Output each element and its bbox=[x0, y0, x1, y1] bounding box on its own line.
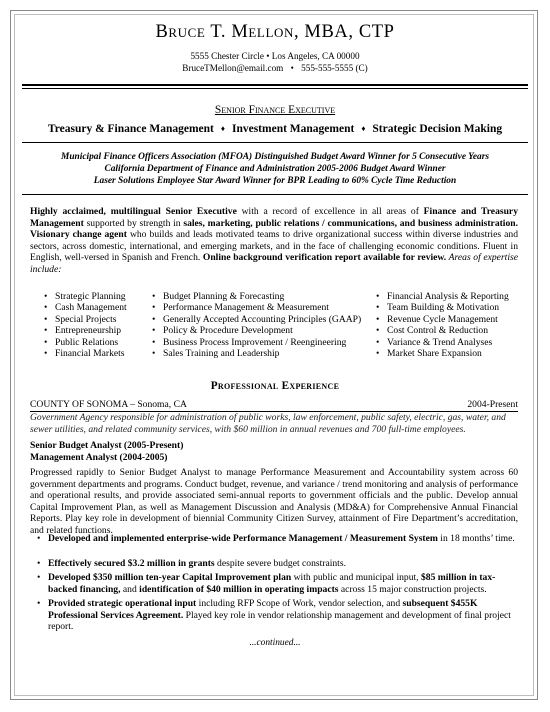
list-item: • Policy & Procedure Development bbox=[163, 325, 378, 336]
employer-description: Government Agency responsible for administration of public works, law enforcement, public safety, electric, gas, water, and sewer utilities, and related community services, with $60 million in annual revenues and 700 full-time employees. bbox=[30, 412, 506, 435]
achievement-item: • Developed and implemented enterprise-wide Performance Management / Measurement System in 18 months’ time. bbox=[48, 533, 518, 545]
continued-note: ...continued... bbox=[249, 638, 301, 648]
list-item: • Public Relations bbox=[55, 337, 155, 348]
section-heading-experience: Professional Experience bbox=[210, 380, 340, 392]
list-item: • Financial Analysis & Reporting bbox=[387, 291, 527, 302]
achievement-item: • Developed $350 million ten-year Capital Improvement plan with public and municipal input, $85 million in tax-backed financing, and identification of $40 million in operating impacts across 15 major construction projects. bbox=[48, 572, 518, 595]
contact-line bbox=[0, 63, 550, 75]
list-item: • Strategic Planning bbox=[55, 291, 155, 302]
list-item: • Market Share Expansion bbox=[387, 348, 527, 359]
phone-text: 555-555-5555 (C) bbox=[301, 63, 368, 73]
list-item: • Budget Planning & Forecasting bbox=[163, 291, 378, 302]
list-item: • Business Process Improvement / Reengineering bbox=[163, 337, 378, 348]
expertise-column-2 bbox=[163, 291, 378, 359]
list-item: • Financial Markets bbox=[55, 348, 155, 359]
award-1: Municipal Finance Officers Association (MFOA) Distinguished Budget Award Winner for 5 Consecutive Years bbox=[60, 152, 489, 162]
employer-name: COUNTY OF SONOMA bbox=[30, 399, 128, 410]
summary-paragraph: Highly acclaimed, multilingual Senior Executive with a record of excellence in all areas of Finance and Treasury Management supported by strength in sales, marketing, public relations / communications, and business administration. Visionary change agent who builds and leads motivated teams to drive organizational success within diverse industries and sectors, across domestic, international, and emerging markets, and in the face of challenging economic conditions. Fluent in English, well-versed in Spanish and French. Online background verification report available for review. Areas of expertise include: bbox=[30, 206, 519, 275]
header-rule-thin bbox=[22, 88, 528, 89]
list-item: • Performance Management & Measurement bbox=[163, 302, 378, 313]
expertise-column-3 bbox=[387, 291, 527, 359]
employer-location: – Sonoma, CA bbox=[130, 399, 187, 410]
skill-1: Treasury & Finance Management bbox=[47, 123, 214, 135]
list-item: • Cash Management bbox=[55, 302, 155, 313]
candidate-name: Bruce T. Mellon, MBA, CTP bbox=[155, 22, 395, 42]
role-narrative: Progressed rapidly to Senior Budget Analyst to manage Performance Measurement and Accountability system across 60 government departments and programs. Conduct budget, revenue, and variance / trend monitoring and analysis of performance and operational results, and provide associated semi-annual reports to government officials and the public. Develop annual Capital Improvement Plan, as well as Management Discussion and Analysis (MD&A) for Comprehensive Annual Financial Reports. Play key role in development of biennial Community Citizen Survey, attainment of Fire Department’s accreditation, and related functions. bbox=[30, 467, 518, 536]
list-item: • Team Building & Motivation bbox=[387, 302, 527, 313]
email-text[interactable]: BruceTMellon@email.com bbox=[182, 63, 284, 73]
diamond-icon: ♦ bbox=[220, 124, 225, 133]
list-item: • Revenue Cycle Management bbox=[387, 314, 527, 325]
contact-separator: • bbox=[290, 63, 294, 73]
diamond-icon: ♦ bbox=[361, 124, 366, 133]
skill-3: Strategic Decision Making bbox=[372, 123, 503, 135]
awards-rule-bottom bbox=[22, 194, 528, 195]
header-rule-thick bbox=[22, 84, 528, 86]
employer-line bbox=[30, 399, 518, 411]
expertise-column-1 bbox=[55, 291, 155, 359]
list-item: • Sales Training and Leadership bbox=[163, 348, 378, 359]
role-title-1: Senior Budget Analyst (2005-Present) bbox=[30, 440, 184, 451]
role-title-2: Management Analyst (2004-2005) bbox=[30, 452, 168, 463]
list-item: • Generally Accepted Accounting Principles (GAAP) bbox=[163, 314, 378, 325]
skill-2: Investment Management bbox=[231, 123, 355, 135]
achievement-item: • Effectively secured $3.2 million in grants despite severe budget constraints. bbox=[48, 558, 518, 570]
awards-rule-top bbox=[22, 142, 528, 143]
list-item: • Entrepreneurship bbox=[55, 325, 155, 336]
headline-skills bbox=[0, 123, 550, 135]
award-2: California Department of Finance and Administration 2005-2006 Budget Award Winner bbox=[104, 164, 446, 174]
achievement-item: • Provided strategic operational input including RFP Scope of Work, vendor selection, and subsequent $455K Professional Services Agreement. Played key role in vendor relationship management and development of final project report. bbox=[48, 598, 518, 633]
list-item: • Cost Control & Reduction bbox=[387, 325, 527, 336]
employer-dates: 2004-Present bbox=[467, 399, 518, 410]
list-item: • Special Projects bbox=[55, 314, 155, 325]
award-3: Laser Solutions Employee Star Award Winner for BPR Leading to 60% Cycle Time Reduction bbox=[93, 176, 457, 186]
list-item: • Variance & Trend Analyses bbox=[387, 337, 527, 348]
headline-title: Senior Finance Executive bbox=[214, 104, 336, 116]
address-line: 5555 Chester Circle • Los Angeles, CA 00000 bbox=[190, 51, 360, 61]
